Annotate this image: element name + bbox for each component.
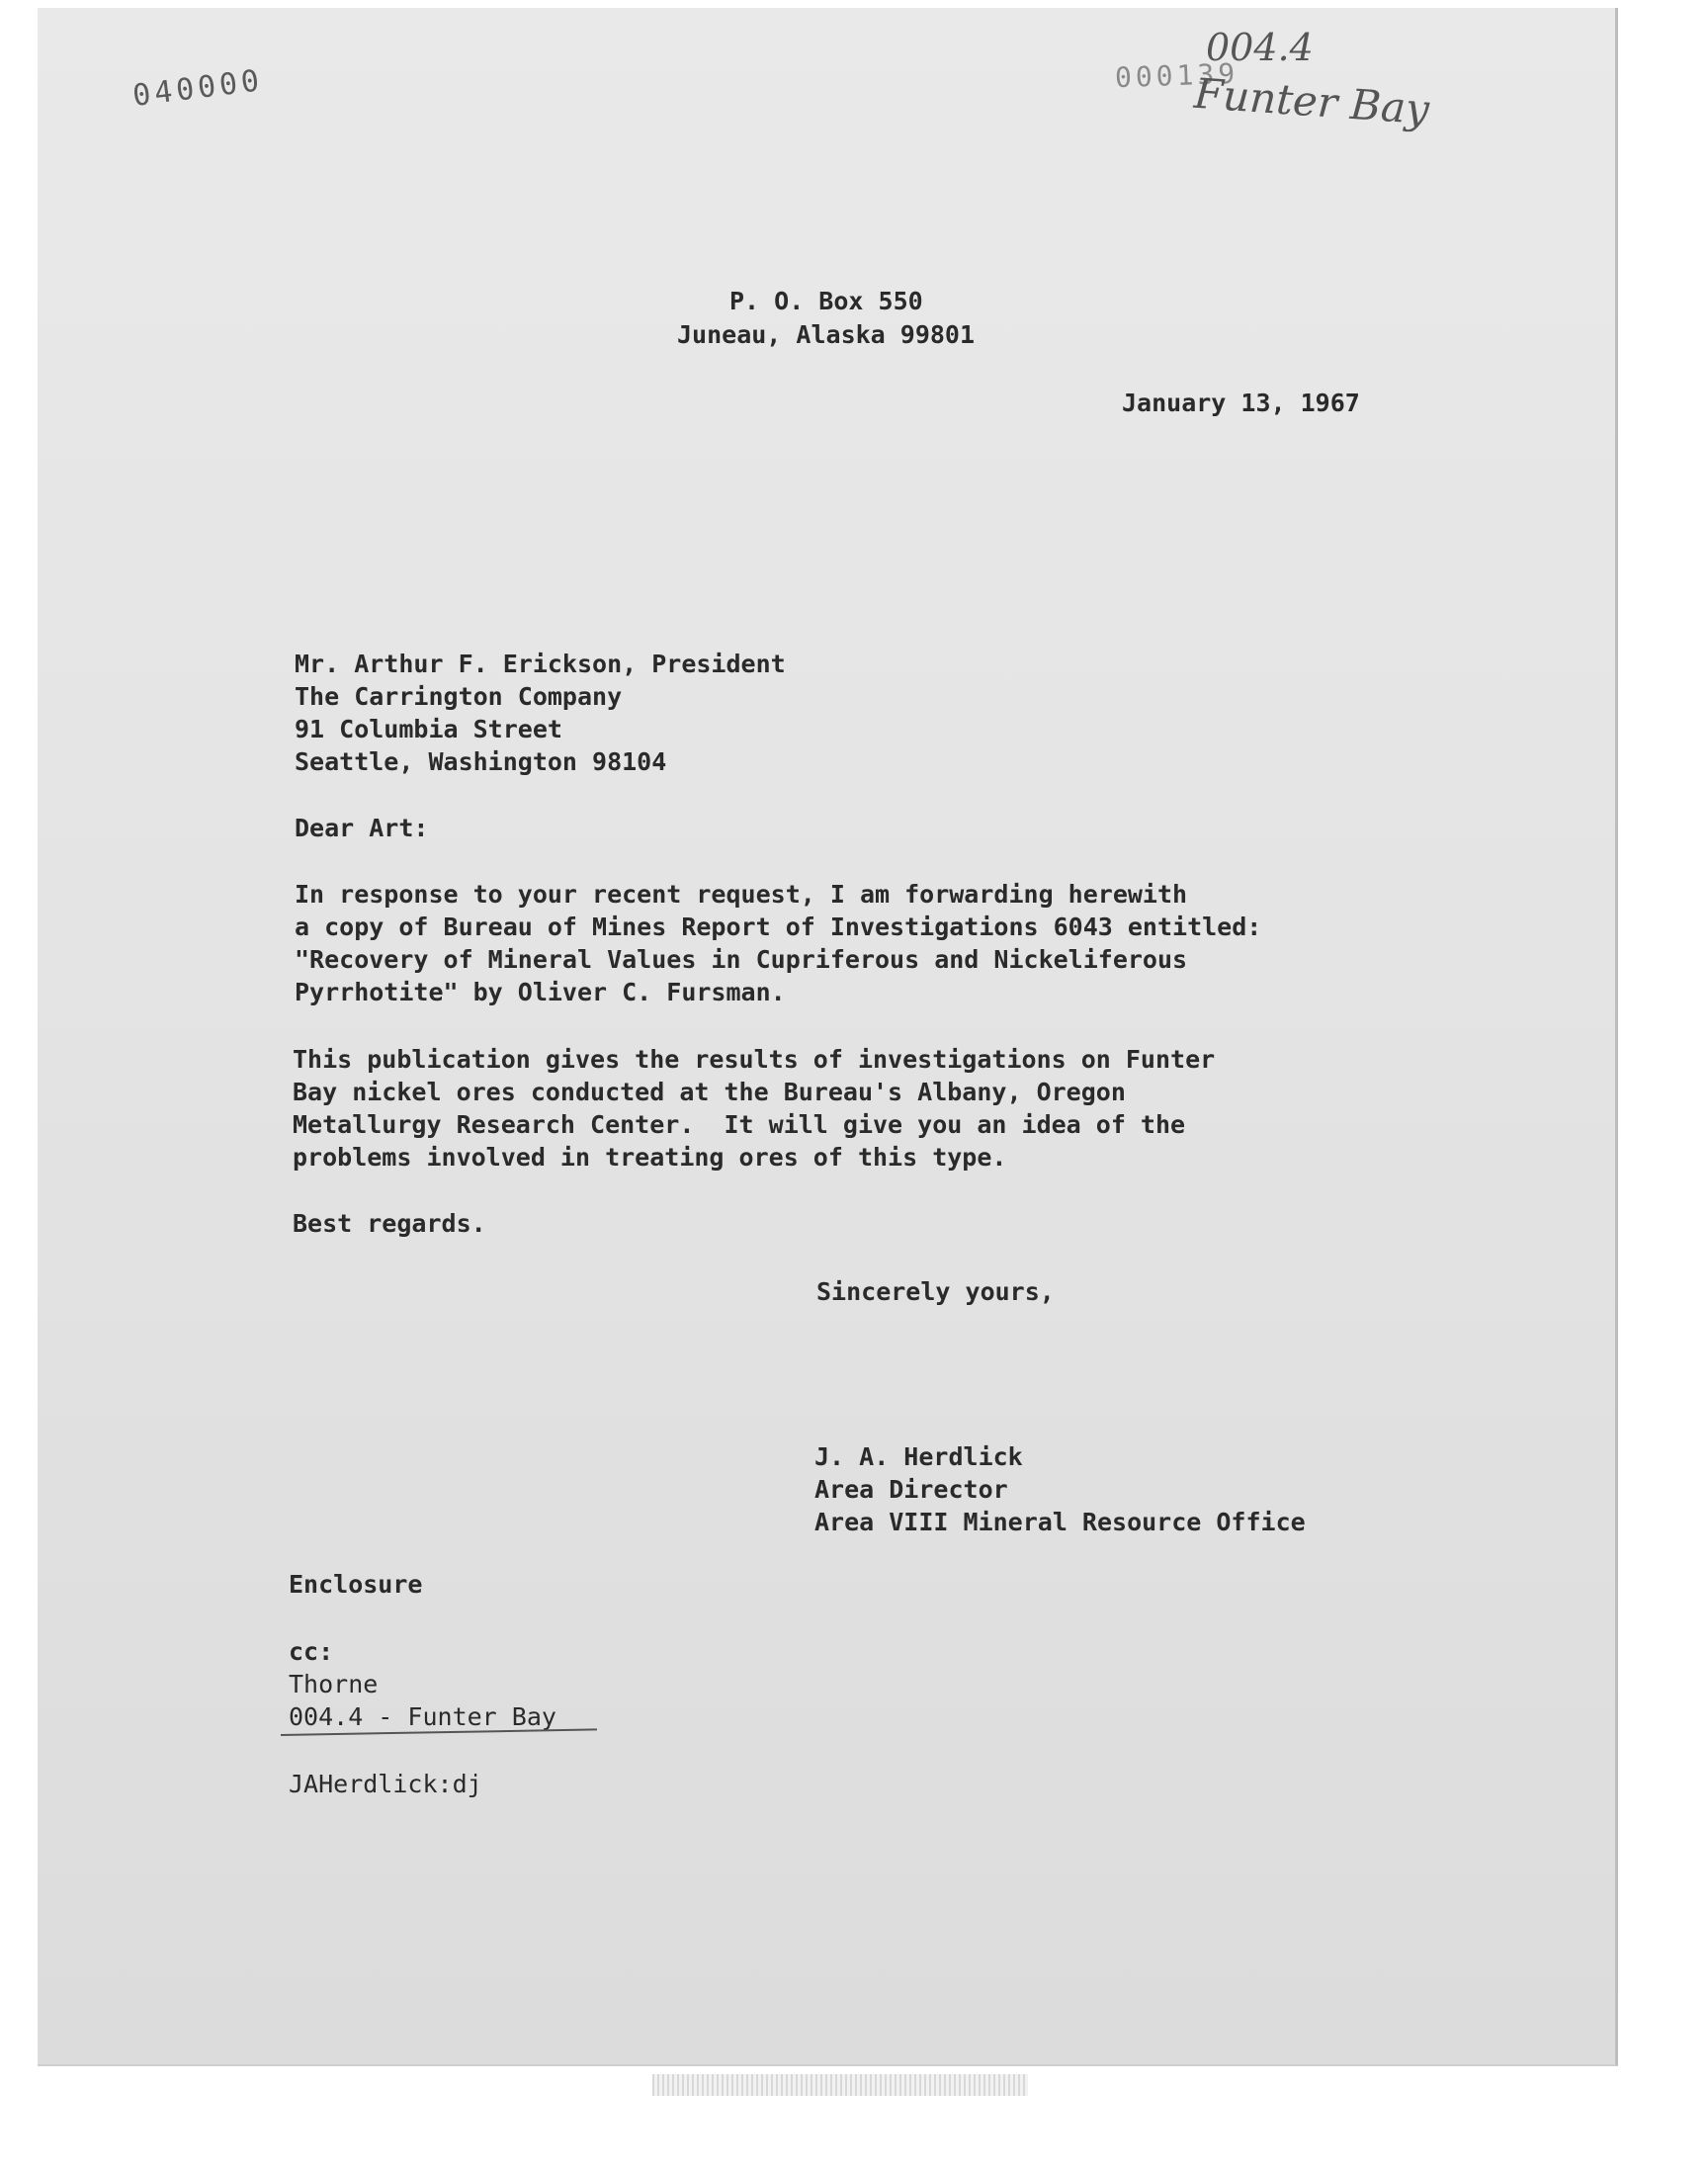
body-paragraph-1-line: "Recovery of Mineral Values in Cupriferous and Nickeliferous: [295, 945, 1188, 974]
body-paragraph-1: [295, 878, 1261, 1008]
body-paragraph-2-line: Bay nickel ores conducted at the Bureau's Albany, Oregon: [293, 1078, 1126, 1106]
signer-office: Area VIII Mineral Resource Office: [814, 1508, 1306, 1536]
letterhead-city: Juneau, Alaska 99801: [677, 320, 976, 349]
letter-date: January 13, 1967: [1122, 389, 1360, 417]
closing-line: Best regards.: [293, 1209, 486, 1238]
typist-initials: JAHerdlick:dj: [289, 1770, 482, 1798]
recipient-name: Mr. Arthur F. Erickson, President: [295, 650, 786, 678]
cc-file-reference: 004.4 - Funter Bay: [289, 1702, 556, 1731]
cc-recipient-thorne: Thorne: [289, 1670, 379, 1698]
salutation: Dear Art:: [295, 814, 429, 842]
cc-label: cc:: [289, 1637, 334, 1666]
body-paragraph-1-line: Pyrrhotite" by Oliver C. Fursman.: [295, 978, 786, 1006]
handwritten-file-number: 004.4: [1206, 26, 1314, 69]
handwritten-file-label: Funter Bay: [1192, 68, 1431, 134]
signer-name: J. A. Herdlick: [814, 1442, 1023, 1471]
recipient-city: Seattle, Washington 98104: [295, 747, 667, 776]
body-paragraph-2-line: Metallurgy Research Center. It will give you an idea of the: [293, 1110, 1186, 1139]
body-paragraph-2: [293, 1043, 1215, 1174]
recipient-company: The Carrington Company: [295, 682, 623, 711]
body-paragraph-2-line: problems involved in treating ores of this type.: [293, 1143, 1007, 1172]
signer-title: Area Director: [814, 1475, 1008, 1504]
body-paragraph-2-line: This publication gives the results of investigations on Funter: [293, 1045, 1216, 1074]
body-paragraph-1-line: a copy of Bureau of Mines Report of Investigations 6043 entitled:: [295, 913, 1262, 941]
document-stamp-number-left: 040000: [130, 63, 266, 114]
letter-page: [38, 8, 1618, 2066]
document-stamp-number-right: 000139: [1114, 56, 1239, 95]
recipient-street: 91 Columbia Street: [295, 715, 562, 743]
letterhead-po-box: P. O. Box 550: [729, 287, 923, 315]
body-paragraph-1-line: In response to your recent request, I am forwarding herewith: [295, 880, 1188, 909]
scanner-edge-artifact: [652, 2074, 1028, 2096]
enclosure-note: Enclosure: [289, 1570, 423, 1599]
complimentary-close: Sincerely yours,: [816, 1277, 1055, 1306]
